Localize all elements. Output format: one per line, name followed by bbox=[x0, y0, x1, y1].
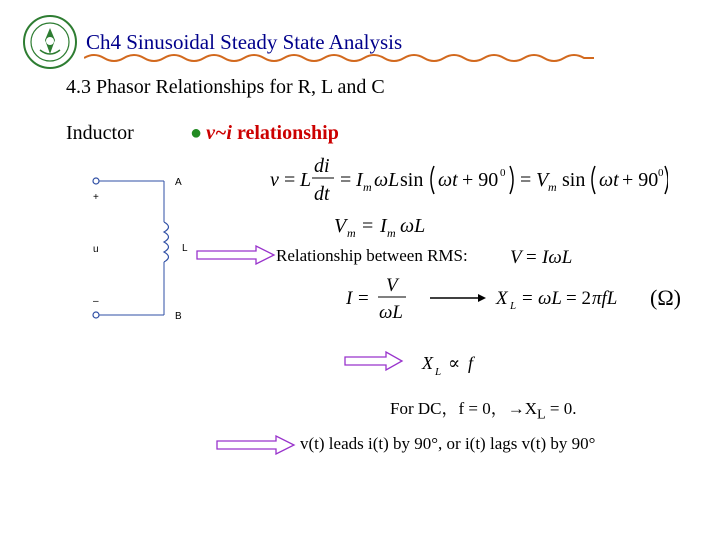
svg-text:+ 90: + 90 bbox=[622, 169, 659, 191]
dc-note bbox=[390, 394, 577, 423]
svg-text:L: L bbox=[510, 300, 517, 312]
svg-text:f: f bbox=[468, 353, 474, 373]
svg-text:V: V bbox=[536, 169, 549, 191]
svg-text:=: = bbox=[362, 215, 374, 237]
minus-label: – bbox=[93, 296, 99, 307]
node-b-label: B bbox=[175, 311, 182, 320]
node-a-label: A bbox=[175, 177, 182, 188]
svg-text:=: = bbox=[522, 288, 533, 309]
title-wave-underline bbox=[84, 52, 594, 64]
svg-text:V: V bbox=[510, 247, 522, 268]
arrow-rms bbox=[196, 245, 276, 265]
svg-text:m: m bbox=[387, 226, 396, 240]
svg-text:0: 0 bbox=[658, 167, 664, 179]
svg-text:ωL: ωL bbox=[379, 302, 403, 323]
svg-text:=: = bbox=[284, 169, 296, 191]
proportional-equation bbox=[420, 352, 490, 378]
svg-text:ωL: ωL bbox=[374, 169, 400, 191]
terminal-top bbox=[93, 178, 99, 184]
svg-text:m: m bbox=[347, 226, 356, 240]
svg-text:di: di bbox=[314, 155, 330, 177]
inductor-circuit-diagram bbox=[84, 170, 204, 320]
dc-note-end: = 0. bbox=[545, 399, 577, 418]
section-heading: 4.3 Phasor Relationships for R, L and C bbox=[66, 76, 385, 98]
svg-text:0: 0 bbox=[500, 167, 506, 179]
plus-label: + bbox=[93, 192, 99, 203]
arrow-proportional bbox=[344, 351, 404, 371]
university-seal-logo bbox=[22, 14, 78, 70]
svg-text:sin: sin bbox=[400, 169, 424, 191]
phase-lead-note: v(t) leads i(t) by 90°, or i(t) lags v(t) by 90° bbox=[300, 434, 596, 453]
svg-text:= 2: = 2 bbox=[566, 288, 591, 309]
svg-text:v: v bbox=[270, 169, 279, 191]
inductor-l-label: L bbox=[182, 243, 188, 254]
svg-text:+ 90: + 90 bbox=[462, 169, 499, 191]
svg-text:=: = bbox=[520, 169, 532, 191]
arrow-phase bbox=[216, 435, 296, 455]
amplitude-equation bbox=[332, 208, 452, 242]
svg-text:X: X bbox=[496, 288, 508, 309]
svg-text:L: L bbox=[435, 366, 442, 378]
svg-text:m: m bbox=[548, 180, 557, 194]
relationship-bullet bbox=[190, 122, 339, 145]
svg-text:=: = bbox=[358, 288, 369, 309]
dc-note-text: For DC，f = 0，→X bbox=[390, 399, 538, 418]
vi-symbol: v~i bbox=[206, 122, 232, 144]
svg-text:V: V bbox=[334, 215, 347, 237]
rms-equation bbox=[508, 244, 588, 270]
u-label: u bbox=[93, 244, 99, 255]
svg-text:dt: dt bbox=[314, 183, 330, 205]
svg-text:ωL: ωL bbox=[538, 288, 562, 309]
dc-note-sub: L bbox=[537, 406, 546, 423]
svg-text:∝: ∝ bbox=[448, 353, 461, 373]
svg-text:sin: sin bbox=[562, 169, 586, 191]
svg-text:m: m bbox=[363, 180, 372, 194]
svg-text:=: = bbox=[340, 169, 352, 191]
svg-text:ωL: ωL bbox=[400, 215, 426, 237]
svg-text:X: X bbox=[422, 353, 433, 373]
page-title: Ch4 Sinusoidal Steady State Analysis bbox=[86, 30, 403, 54]
voltage-equation bbox=[268, 154, 668, 206]
svg-text:=: = bbox=[526, 247, 537, 268]
rms-relationship-label: Relationship between RMS: bbox=[276, 246, 468, 265]
svg-text:I: I bbox=[380, 215, 387, 237]
svg-text:I: I bbox=[356, 169, 363, 191]
terminal-bottom bbox=[93, 312, 99, 318]
svg-text:ωt: ωt bbox=[438, 169, 458, 191]
svg-text:IωL: IωL bbox=[542, 247, 573, 268]
relationship-word: relationship bbox=[231, 122, 339, 144]
reactance-equation bbox=[344, 274, 684, 324]
svg-text:(Ω): (Ω) bbox=[650, 285, 682, 310]
svg-text:L: L bbox=[300, 169, 312, 191]
svg-text:πfL: πfL bbox=[592, 288, 618, 309]
topic-label: Inductor bbox=[66, 122, 134, 144]
svg-text:I: I bbox=[346, 288, 353, 309]
inductor-coil bbox=[164, 222, 169, 262]
svg-text:V: V bbox=[386, 275, 398, 296]
svg-text:ωt: ωt bbox=[599, 169, 619, 191]
bullet-icon: ● bbox=[190, 122, 203, 144]
